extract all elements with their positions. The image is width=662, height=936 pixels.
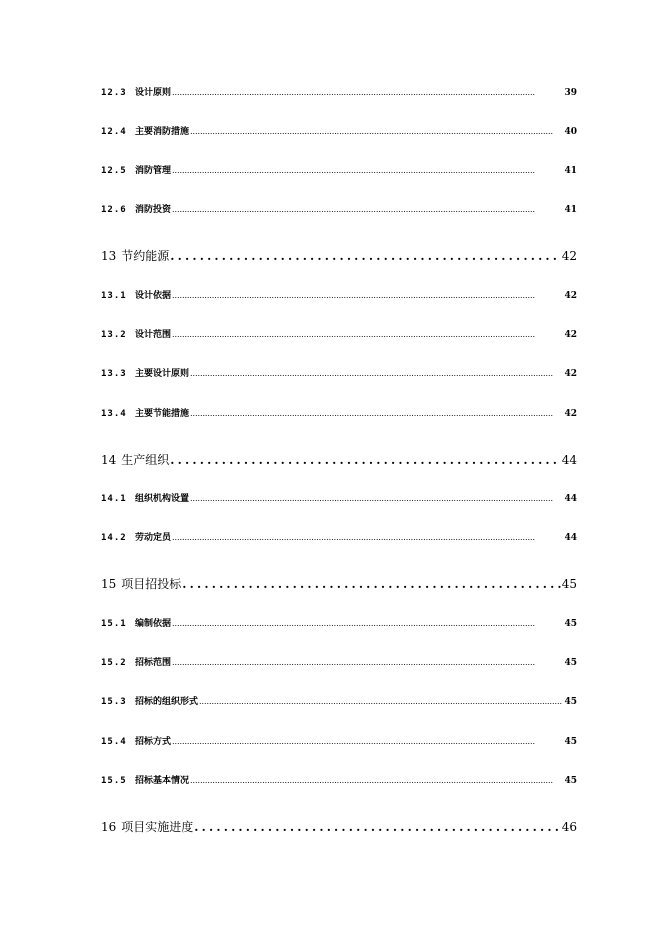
toc-entry-title: 设计原则 bbox=[135, 88, 172, 98]
toc-entry[interactable] bbox=[101, 165, 577, 177]
toc-dot-leader bbox=[172, 165, 563, 177]
toc-dot-leader bbox=[190, 126, 563, 138]
toc-entry[interactable] bbox=[101, 368, 577, 380]
toc-dot-leader bbox=[190, 775, 563, 787]
toc-dot-leader bbox=[172, 618, 563, 630]
toc-entry-page: 45 bbox=[564, 737, 577, 747]
toc-dot-leader bbox=[172, 532, 563, 544]
toc-entry-page: 45 bbox=[564, 658, 577, 668]
toc-entry-title: 主要设计原则 bbox=[135, 369, 190, 379]
toc-chapter-title: 项目实施进度 bbox=[121, 820, 194, 834]
toc-entry-title: 设计依据 bbox=[135, 291, 172, 301]
toc-entry-title: 主要节能措施 bbox=[135, 409, 190, 419]
toc-entry-page: 42 bbox=[564, 409, 577, 419]
toc-entry[interactable] bbox=[101, 618, 577, 630]
toc-entry-page: 40 bbox=[564, 127, 577, 137]
toc-chapter-entry[interactable] bbox=[101, 248, 577, 264]
toc-chapter-page: 45 bbox=[561, 577, 577, 591]
toc-entry-page: 39 bbox=[564, 88, 577, 98]
toc-entry[interactable] bbox=[101, 696, 577, 708]
toc-entry-number: 15.5 bbox=[101, 776, 127, 786]
toc-entry-number: 12.5 bbox=[101, 166, 127, 176]
toc-entry-page: 45 bbox=[564, 776, 577, 786]
toc-chapter-title: 节约能源 bbox=[121, 249, 170, 263]
toc-dot-leader bbox=[190, 493, 563, 505]
toc-dot-leader bbox=[190, 368, 563, 380]
toc-entry[interactable] bbox=[101, 408, 577, 420]
toc-entry-page: 42 bbox=[564, 330, 577, 340]
toc-dot-leader bbox=[199, 696, 563, 708]
toc-dot-leader bbox=[172, 204, 563, 216]
toc-entry-page: 45 bbox=[564, 619, 577, 629]
toc-chapter-number: 14 bbox=[101, 453, 117, 467]
toc-entry-number: 15.4 bbox=[101, 737, 127, 747]
toc-entry-title: 主要消防措施 bbox=[135, 127, 190, 137]
toc-chapter-number: 15 bbox=[101, 577, 117, 591]
toc-entry-title: 招标范围 bbox=[135, 658, 172, 668]
toc-entry-page: 44 bbox=[564, 533, 577, 543]
toc-entry-title: 招标方式 bbox=[135, 737, 172, 747]
toc-dot-leader bbox=[182, 576, 560, 592]
toc-entry[interactable] bbox=[101, 329, 577, 341]
toc-entry-number: 12.6 bbox=[101, 205, 127, 215]
toc-entry[interactable] bbox=[101, 493, 577, 505]
toc-entry-title: 编制依据 bbox=[135, 619, 172, 629]
toc-entry-page: 42 bbox=[564, 291, 577, 301]
toc-entry[interactable] bbox=[101, 126, 577, 138]
toc-chapter-page: 42 bbox=[561, 249, 577, 263]
toc-chapter-entry[interactable] bbox=[101, 452, 577, 468]
toc-entry-number: 15.3 bbox=[101, 697, 127, 707]
toc-entry[interactable] bbox=[101, 775, 577, 787]
toc-entry-page: 44 bbox=[564, 494, 577, 504]
toc-entry-number: 15.2 bbox=[101, 658, 127, 668]
toc-entry-title: 招标的组织形式 bbox=[135, 697, 199, 707]
toc-entry[interactable] bbox=[101, 736, 577, 748]
toc-chapter-title: 生产组织 bbox=[121, 453, 170, 467]
toc-entry[interactable] bbox=[101, 87, 577, 99]
toc-entry-number: 14.2 bbox=[101, 533, 127, 543]
toc-entry-number: 13.2 bbox=[101, 330, 127, 340]
toc-dot-leader bbox=[172, 290, 563, 302]
toc-entry-title: 组织机构设置 bbox=[135, 494, 190, 504]
toc-chapter-page: 46 bbox=[561, 820, 577, 834]
toc-chapter-number: 16 bbox=[101, 820, 117, 834]
toc-entry-page: 42 bbox=[564, 369, 577, 379]
toc-dot-leader bbox=[170, 452, 560, 468]
toc-entry-title: 招标基本情况 bbox=[135, 776, 190, 786]
toc-chapter-entry[interactable] bbox=[101, 819, 577, 835]
toc-dot-leader bbox=[170, 248, 560, 264]
toc-entry-page: 41 bbox=[564, 205, 577, 215]
toc-dot-leader bbox=[172, 329, 563, 341]
toc-entry-number: 15.1 bbox=[101, 619, 127, 629]
toc-entry[interactable] bbox=[101, 657, 577, 669]
toc-dot-leader bbox=[172, 87, 563, 99]
toc-entry-title: 消防管理 bbox=[135, 166, 172, 176]
toc-entry-number: 12.4 bbox=[101, 127, 127, 137]
toc-dot-leader bbox=[190, 408, 563, 420]
toc-entry-title: 消防投资 bbox=[135, 205, 172, 215]
toc-entry-number: 13.3 bbox=[101, 369, 127, 379]
toc-entry-number: 13.1 bbox=[101, 291, 127, 301]
toc-chapter-page: 44 bbox=[561, 453, 577, 467]
toc-chapter-title: 项目招投标 bbox=[121, 577, 182, 591]
toc-entry-page: 45 bbox=[564, 697, 577, 707]
toc-dot-leader bbox=[172, 736, 563, 748]
toc-entry-number: 14.1 bbox=[101, 494, 127, 504]
toc-chapter-number: 13 bbox=[101, 249, 117, 263]
toc-entry[interactable] bbox=[101, 290, 577, 302]
toc-entry[interactable] bbox=[101, 532, 577, 544]
toc-entry-title: 设计范围 bbox=[135, 330, 172, 340]
toc-chapter-entry[interactable] bbox=[101, 576, 577, 592]
toc-dot-leader bbox=[194, 819, 560, 835]
toc-dot-leader bbox=[172, 657, 563, 669]
toc-entry-number: 13.4 bbox=[101, 409, 127, 419]
toc-entry-number: 12.3 bbox=[101, 88, 127, 98]
toc-entry-title: 劳动定员 bbox=[135, 533, 172, 543]
toc-entry-page: 41 bbox=[564, 166, 577, 176]
toc-entry[interactable] bbox=[101, 204, 577, 216]
